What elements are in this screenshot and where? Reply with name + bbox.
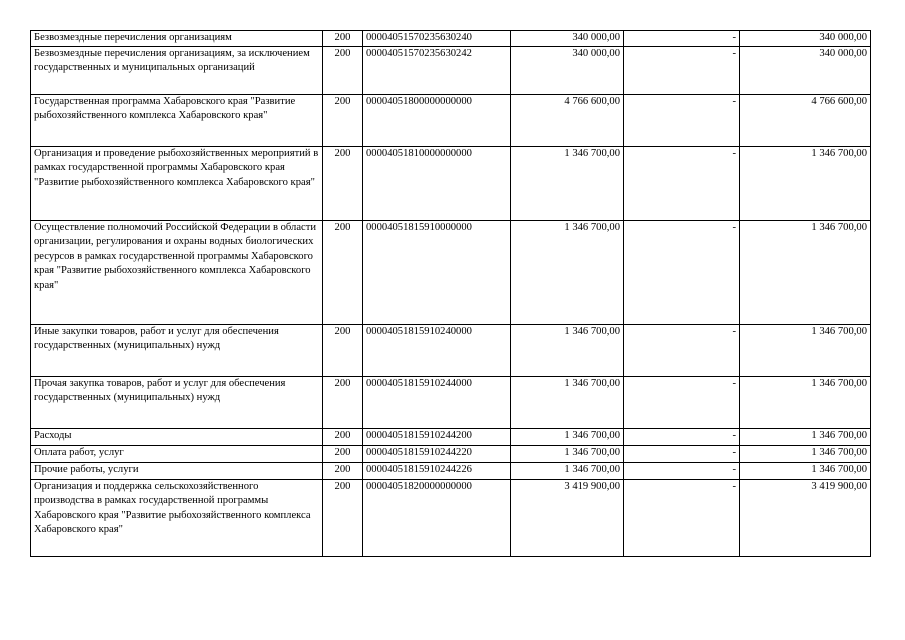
remaining-amount-cell: 1 346 700,00	[740, 429, 871, 446]
approved-amount-cell: 1 346 700,00	[511, 221, 624, 325]
remaining-amount-cell: 1 346 700,00	[740, 377, 871, 429]
executed-amount-cell: -	[624, 480, 740, 557]
executed-amount-cell: -	[624, 463, 740, 480]
budget-classification-code-cell: 00004051815910244220	[363, 446, 511, 463]
budget-classification-code-cell: 00004051815910000000	[363, 221, 511, 325]
line-code-cell: 200	[323, 47, 363, 95]
approved-amount-cell: 1 346 700,00	[511, 147, 624, 221]
table-row	[31, 325, 871, 377]
approved-amount-cell: 1 346 700,00	[511, 463, 624, 480]
indicator-name-cell: Расходы	[31, 429, 323, 446]
indicator-name-cell: Организация и поддержка сельскохозяйственного производства в рамках государственной программы Хабаровского края "Развитие рыбохозяйственного комплекса Хабаровского края"	[31, 480, 323, 557]
executed-amount-cell: -	[624, 377, 740, 429]
line-code-cell: 200	[323, 325, 363, 377]
budget-execution-table	[30, 30, 871, 557]
approved-amount-cell: 4 766 600,00	[511, 95, 624, 147]
budget-classification-code-cell: 00004051800000000000	[363, 95, 511, 147]
budget-classification-code-cell: 00004051815910244000	[363, 377, 511, 429]
budget-document-page	[30, 30, 871, 557]
remaining-amount-cell: 1 346 700,00	[740, 147, 871, 221]
budget-classification-code-cell: 00004051815910244226	[363, 463, 511, 480]
remaining-amount-cell: 340 000,00	[740, 47, 871, 95]
executed-amount-cell: -	[624, 325, 740, 377]
approved-amount-cell: 340 000,00	[511, 31, 624, 47]
line-code-cell: 200	[323, 31, 363, 47]
remaining-amount-cell: 1 346 700,00	[740, 221, 871, 325]
table-row	[31, 95, 871, 147]
budget-classification-code-cell: 00004051570235630240	[363, 31, 511, 47]
executed-amount-cell: -	[624, 221, 740, 325]
executed-amount-cell: -	[624, 147, 740, 221]
table-row	[31, 480, 871, 557]
approved-amount-cell: 3 419 900,00	[511, 480, 624, 557]
approved-amount-cell: 1 346 700,00	[511, 446, 624, 463]
indicator-name-cell: Безвозмездные перечисления организациям	[31, 31, 323, 47]
indicator-name-cell: Государственная программа Хабаровского края "Развитие рыбохозяйственного комплекса Хабаровского края"	[31, 95, 323, 147]
budget-classification-code-cell: 00004051810000000000	[363, 147, 511, 221]
indicator-name-cell: Осуществление полномочий Российской Федерации в области организации, регулирования и охраны водных биологических ресурсов в рамках государственной программы Хабаровского края "Развитие рыбохозяйственного комплекса Хабаровского края"	[31, 221, 323, 325]
budget-classification-code-cell: 00004051820000000000	[363, 480, 511, 557]
line-code-cell: 200	[323, 429, 363, 446]
table-row	[31, 147, 871, 221]
table-row	[31, 221, 871, 325]
executed-amount-cell: -	[624, 429, 740, 446]
remaining-amount-cell: 3 419 900,00	[740, 480, 871, 557]
executed-amount-cell: -	[624, 95, 740, 147]
approved-amount-cell: 340 000,00	[511, 47, 624, 95]
budget-classification-code-cell: 00004051815910240000	[363, 325, 511, 377]
line-code-cell: 200	[323, 377, 363, 429]
remaining-amount-cell: 1 346 700,00	[740, 446, 871, 463]
line-code-cell: 200	[323, 463, 363, 480]
budget-classification-code-cell: 00004051570235630242	[363, 47, 511, 95]
indicator-name-cell: Иные закупки товаров, работ и услуг для обеспечения государственных (муниципальных) нужд	[31, 325, 323, 377]
table-row	[31, 31, 871, 47]
line-code-cell: 200	[323, 446, 363, 463]
remaining-amount-cell: 340 000,00	[740, 31, 871, 47]
remaining-amount-cell: 1 346 700,00	[740, 325, 871, 377]
remaining-amount-cell: 1 346 700,00	[740, 463, 871, 480]
table-row	[31, 463, 871, 480]
approved-amount-cell: 1 346 700,00	[511, 325, 624, 377]
table-row	[31, 429, 871, 446]
indicator-name-cell: Безвозмездные перечисления организациям, за исключением государственных и муниципальных организаций	[31, 47, 323, 95]
approved-amount-cell: 1 346 700,00	[511, 377, 624, 429]
indicator-name-cell: Организация и проведение рыбохозяйственных мероприятий в рамках государственной программы Хабаровского края "Развитие рыбохозяйственного комплекса Хабаровского края"	[31, 147, 323, 221]
indicator-name-cell: Прочая закупка товаров, работ и услуг для обеспечения государственных (муниципальных) нужд	[31, 377, 323, 429]
approved-amount-cell: 1 346 700,00	[511, 429, 624, 446]
line-code-cell: 200	[323, 221, 363, 325]
table-row	[31, 377, 871, 429]
budget-classification-code-cell: 00004051815910244200	[363, 429, 511, 446]
line-code-cell: 200	[323, 480, 363, 557]
remaining-amount-cell: 4 766 600,00	[740, 95, 871, 147]
executed-amount-cell: -	[624, 446, 740, 463]
table-row	[31, 446, 871, 463]
table-row	[31, 47, 871, 95]
indicator-name-cell: Оплата работ, услуг	[31, 446, 323, 463]
line-code-cell: 200	[323, 95, 363, 147]
executed-amount-cell: -	[624, 31, 740, 47]
line-code-cell: 200	[323, 147, 363, 221]
executed-amount-cell: -	[624, 47, 740, 95]
indicator-name-cell: Прочие работы, услуги	[31, 463, 323, 480]
